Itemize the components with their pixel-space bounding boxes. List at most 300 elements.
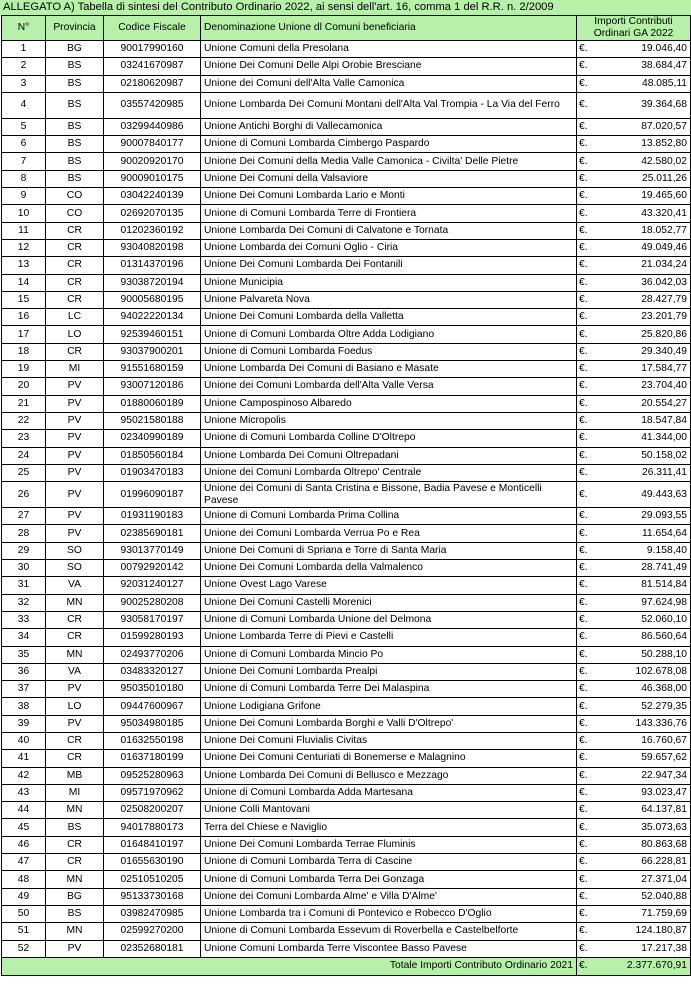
row-codice-fiscale: 02692070135 (104, 205, 201, 222)
row-provincia: PV (46, 430, 104, 447)
row-currency: €. (577, 309, 597, 326)
row-amount: 49.049,46 (597, 239, 691, 256)
table-row (2, 118, 691, 135)
row-number: 34 (2, 629, 46, 646)
row-amount: 20.554,27 (597, 395, 691, 412)
row-denominazione: Unione Lombarda Terre di Pievi e Castelli (201, 629, 577, 646)
row-amount: 11.654,64 (597, 525, 691, 542)
table-row (2, 343, 691, 360)
row-denominazione: Unione Comuni Lombarda Terre Viscontee Basso Pavese (201, 940, 577, 957)
row-currency: €. (577, 41, 597, 58)
row-amount: 86.560,64 (597, 629, 691, 646)
total-amount: 2.377.670,91 (597, 957, 691, 975)
row-currency: €. (577, 594, 597, 611)
row-provincia: CO (46, 205, 104, 222)
row-currency: €. (577, 611, 597, 628)
row-number: 17 (2, 326, 46, 343)
row-denominazione: Unione di Comuni Lombarda Foedus (201, 343, 577, 360)
row-denominazione: Unione dei Comuni di Santa Cristina e Bissone, Badia Pavese e Monticelli Pavese (201, 482, 577, 508)
row-currency: €. (577, 291, 597, 308)
row-codice-fiscale: 01903470183 (104, 464, 201, 481)
row-currency: €. (577, 750, 597, 767)
row-provincia: BS (46, 819, 104, 836)
row-codice-fiscale: 93007120186 (104, 378, 201, 395)
row-provincia: PV (46, 525, 104, 542)
row-codice-fiscale: 93040820198 (104, 239, 201, 256)
row-codice-fiscale: 93058170197 (104, 611, 201, 628)
row-number: 33 (2, 611, 46, 628)
row-provincia: PV (46, 482, 104, 508)
table-row (2, 361, 691, 378)
row-number: 20 (2, 378, 46, 395)
table-row (2, 274, 691, 291)
row-amount: 9.158,40 (597, 542, 691, 559)
row-denominazione: Unione Dei Comuni della Valsaviore (201, 170, 577, 187)
table-row (2, 698, 691, 715)
row-provincia: SO (46, 542, 104, 559)
row-provincia: BG (46, 41, 104, 58)
row-provincia: PV (46, 508, 104, 525)
row-codice-fiscale: 03557420985 (104, 92, 201, 118)
row-provincia: LC (46, 309, 104, 326)
row-currency: €. (577, 136, 597, 153)
row-currency: €. (577, 188, 597, 205)
row-number: 28 (2, 525, 46, 542)
table-row (2, 767, 691, 784)
row-currency: €. (577, 378, 597, 395)
row-denominazione: Unione Dei Comuni Lombarda della Valmalenco (201, 560, 577, 577)
row-currency: €. (577, 905, 597, 922)
row-number: 43 (2, 784, 46, 801)
row-amount: 28.427,79 (597, 291, 691, 308)
row-amount: 18.547,84 (597, 412, 691, 429)
row-currency: €. (577, 326, 597, 343)
row-denominazione: Unione Dei Comuni di Spriana e Torre di Santa Maria (201, 542, 577, 559)
table-header-row (2, 16, 691, 41)
row-denominazione: Unione Lombarda Dei Comuni di Basiano e Masate (201, 361, 577, 378)
row-number: 45 (2, 819, 46, 836)
row-amount: 29.093,55 (597, 508, 691, 525)
table-row (2, 482, 691, 508)
row-amount: 97.624,98 (597, 594, 691, 611)
row-codice-fiscale: 01880060189 (104, 395, 201, 412)
row-codice-fiscale: 94017880173 (104, 819, 201, 836)
row-provincia: VA (46, 663, 104, 680)
row-amount: 52.060,10 (597, 611, 691, 628)
row-provincia: VA (46, 577, 104, 594)
row-amount: 80.863,68 (597, 836, 691, 853)
row-provincia: CR (46, 274, 104, 291)
row-provincia: CR (46, 629, 104, 646)
row-denominazione: Unione di Comuni Lombarda Mincio Po (201, 646, 577, 663)
row-denominazione: Unione dei Comuni dell'Alta Valle Camonica (201, 75, 577, 92)
row-currency: €. (577, 784, 597, 801)
row-provincia: MN (46, 923, 104, 940)
table-row (2, 560, 691, 577)
row-amount: 87.020,57 (597, 118, 691, 135)
row-number: 9 (2, 188, 46, 205)
row-provincia: CR (46, 239, 104, 256)
row-number: 35 (2, 646, 46, 663)
row-provincia: LO (46, 326, 104, 343)
table-row (2, 542, 691, 559)
row-currency: €. (577, 430, 597, 447)
table-row (2, 802, 691, 819)
row-denominazione: Unione Ovest Lago Varese (201, 577, 577, 594)
row-codice-fiscale: 92539460151 (104, 326, 201, 343)
row-number: 51 (2, 923, 46, 940)
row-denominazione: Unione Lombarda Dei Comuni di Calvatone e Tornata (201, 222, 577, 239)
row-amount: 66.228,81 (597, 854, 691, 871)
row-amount: 43.320,41 (597, 205, 691, 222)
row-amount: 46.368,00 (597, 681, 691, 698)
row-currency: €. (577, 560, 597, 577)
row-provincia: MN (46, 646, 104, 663)
row-amount: 26.311,41 (597, 464, 691, 481)
row-amount: 19.465,60 (597, 188, 691, 205)
table-row (2, 188, 691, 205)
row-codice-fiscale: 01648410197 (104, 836, 201, 853)
row-codice-fiscale: 03042240139 (104, 188, 201, 205)
row-amount: 23.201,79 (597, 309, 691, 326)
document-title: ALLEGATO A) Tabella di sintesi del Contributo Ordinario 2022, ai sensi dell'art. 16, comma 1 del R.R. n. 2/2009 (0, 0, 691, 15)
row-codice-fiscale: 95133730168 (104, 888, 201, 905)
row-amount: 17.584,77 (597, 361, 691, 378)
row-number: 10 (2, 205, 46, 222)
table-row (2, 41, 691, 58)
row-currency: €. (577, 395, 597, 412)
row-currency: €. (577, 663, 597, 680)
row-codice-fiscale: 02385690181 (104, 525, 201, 542)
row-amount: 64.137,81 (597, 802, 691, 819)
row-amount: 38.684,47 (597, 58, 691, 75)
row-amount: 93.023,47 (597, 784, 691, 801)
row-currency: €. (577, 170, 597, 187)
table-row (2, 577, 691, 594)
row-amount: 42.580,02 (597, 153, 691, 170)
row-provincia: MI (46, 361, 104, 378)
table-row (2, 58, 691, 75)
row-number: 37 (2, 681, 46, 698)
row-number: 12 (2, 239, 46, 256)
row-number: 24 (2, 447, 46, 464)
row-currency: €. (577, 343, 597, 360)
header-number: N° (2, 16, 46, 41)
row-amount: 143.336,76 (597, 715, 691, 732)
row-provincia: PV (46, 378, 104, 395)
table-row (2, 309, 691, 326)
row-denominazione: Unione Dei Comuni Delle Alpi Orobie Bresciane (201, 58, 577, 75)
row-codice-fiscale: 02508200207 (104, 802, 201, 819)
table-row (2, 205, 691, 222)
row-number: 52 (2, 940, 46, 957)
row-number: 49 (2, 888, 46, 905)
table-row (2, 629, 691, 646)
table-row (2, 430, 691, 447)
row-denominazione: Unione Dei Comuni della Media Valle Camonica - Civilta' Delle Pietre (201, 153, 577, 170)
table-row (2, 646, 691, 663)
row-codice-fiscale: 01996090187 (104, 482, 201, 508)
row-currency: €. (577, 464, 597, 481)
row-denominazione: Unione di Comuni Lombarda Prima Collina (201, 508, 577, 525)
row-currency: €. (577, 836, 597, 853)
row-number: 16 (2, 309, 46, 326)
row-denominazione: Unione Lombarda tra i Comuni di Pontevico e Robecco D'Oglio (201, 905, 577, 922)
row-number: 29 (2, 542, 46, 559)
row-currency: €. (577, 153, 597, 170)
row-number: 5 (2, 118, 46, 135)
row-provincia: CR (46, 222, 104, 239)
row-currency: €. (577, 732, 597, 749)
row-provincia: BG (46, 888, 104, 905)
row-provincia: PV (46, 715, 104, 732)
row-denominazione: Unione Comuni della Presolana (201, 41, 577, 58)
row-number: 44 (2, 802, 46, 819)
row-amount: 39.364,68 (597, 92, 691, 118)
row-number: 3 (2, 75, 46, 92)
row-denominazione: Unione Dei Comuni Lombarda Lario e Monti (201, 188, 577, 205)
row-currency: €. (577, 274, 597, 291)
row-codice-fiscale: 09525280963 (104, 767, 201, 784)
row-currency: €. (577, 854, 597, 871)
table-row (2, 291, 691, 308)
table-row (2, 326, 691, 343)
row-currency: €. (577, 940, 597, 957)
row-amount: 25.011,26 (597, 170, 691, 187)
header-importi: Importi Contributi Ordinari GA 2022 (577, 16, 691, 41)
row-denominazione: Unione di Comuni Lombarda Cimbergo Paspardo (201, 136, 577, 153)
row-codice-fiscale: 90005680195 (104, 291, 201, 308)
row-codice-fiscale: 03982470985 (104, 905, 201, 922)
table-row (2, 888, 691, 905)
row-amount: 52.040,88 (597, 888, 691, 905)
row-number: 40 (2, 732, 46, 749)
total-row (2, 957, 691, 975)
table-row (2, 854, 691, 871)
table-row (2, 222, 691, 239)
row-codice-fiscale: 95035010180 (104, 681, 201, 698)
row-number: 30 (2, 560, 46, 577)
row-amount: 18.052,77 (597, 222, 691, 239)
row-number: 41 (2, 750, 46, 767)
row-provincia: PV (46, 464, 104, 481)
row-codice-fiscale: 09447600967 (104, 698, 201, 715)
row-provincia: MN (46, 594, 104, 611)
row-codice-fiscale: 00792920142 (104, 560, 201, 577)
row-currency: €. (577, 698, 597, 715)
row-currency: €. (577, 447, 597, 464)
row-number: 2 (2, 58, 46, 75)
row-codice-fiscale: 90007840177 (104, 136, 201, 153)
row-denominazione: Unione di Comuni Lombarda Essevum di Roverbella e Castelbelforte (201, 923, 577, 940)
row-codice-fiscale: 90020920170 (104, 153, 201, 170)
row-denominazione: Unione Lombarda dei Comuni Oglio - Ciria (201, 239, 577, 256)
row-currency: €. (577, 239, 597, 256)
row-denominazione: Unione Dei Comuni Lombarda Borghi e Valli D'Oltrepo' (201, 715, 577, 732)
total-label: Totale Importi Contributo Ordinario 2021 (2, 957, 577, 975)
row-denominazione: Unione dei Comuni Lombarda Alme' e Villa D'Alme' (201, 888, 577, 905)
row-provincia: BS (46, 136, 104, 153)
row-currency: €. (577, 871, 597, 888)
row-currency: €. (577, 361, 597, 378)
row-amount: 50.158,02 (597, 447, 691, 464)
row-denominazione: Unione Dei Comuni Castelli Morenici (201, 594, 577, 611)
row-provincia: CR (46, 291, 104, 308)
row-denominazione: Unione dei Comuni Lombarda dell'Alta Valle Versa (201, 378, 577, 395)
total-currency: €. (577, 957, 597, 975)
row-amount: 28.741,49 (597, 560, 691, 577)
row-number: 4 (2, 92, 46, 118)
row-provincia: CR (46, 836, 104, 853)
row-codice-fiscale: 03241670987 (104, 58, 201, 75)
table-row (2, 447, 691, 464)
row-amount: 49.443,63 (597, 482, 691, 508)
row-number: 8 (2, 170, 46, 187)
row-codice-fiscale: 91551680159 (104, 361, 201, 378)
row-currency: €. (577, 646, 597, 663)
table-row (2, 611, 691, 628)
table-row (2, 732, 691, 749)
row-codice-fiscale: 95034980185 (104, 715, 201, 732)
row-provincia: PV (46, 940, 104, 957)
row-provincia: PV (46, 395, 104, 412)
table-row (2, 378, 691, 395)
row-currency: €. (577, 482, 597, 508)
row-codice-fiscale: 94022220134 (104, 309, 201, 326)
row-provincia: BS (46, 75, 104, 92)
table-row (2, 136, 691, 153)
row-amount: 16.760,67 (597, 732, 691, 749)
row-number: 38 (2, 698, 46, 715)
row-amount: 71.759,69 (597, 905, 691, 922)
row-amount: 13.852,80 (597, 136, 691, 153)
row-amount: 50.288,10 (597, 646, 691, 663)
row-codice-fiscale: 95021580188 (104, 412, 201, 429)
row-number: 7 (2, 153, 46, 170)
row-number: 22 (2, 412, 46, 429)
row-codice-fiscale: 01599280193 (104, 629, 201, 646)
row-provincia: SO (46, 560, 104, 577)
row-denominazione: Unione Colli Mantovani (201, 802, 577, 819)
row-number: 27 (2, 508, 46, 525)
row-number: 31 (2, 577, 46, 594)
table-row (2, 508, 691, 525)
row-currency: €. (577, 508, 597, 525)
row-amount: 59.657,62 (597, 750, 691, 767)
row-amount: 27.371,04 (597, 871, 691, 888)
row-amount: 81.514,84 (597, 577, 691, 594)
row-denominazione: Unione Lombarda Dei Comuni di Bellusco e Mezzago (201, 767, 577, 784)
row-provincia: CR (46, 854, 104, 871)
row-provincia: CR (46, 732, 104, 749)
row-codice-fiscale: 02352680181 (104, 940, 201, 957)
row-amount: 22.947,34 (597, 767, 691, 784)
row-denominazione: Unione dei Comuni Lombarda Verrua Po e Rea (201, 525, 577, 542)
row-provincia: BS (46, 58, 104, 75)
row-provincia: CR (46, 343, 104, 360)
row-amount: 29.340,49 (597, 343, 691, 360)
row-codice-fiscale: 02599270200 (104, 923, 201, 940)
row-denominazione: Unione Lombarda Dei Comuni Oltrepadani (201, 447, 577, 464)
row-amount: 48.085,11 (597, 75, 691, 92)
row-currency: €. (577, 222, 597, 239)
table-row (2, 784, 691, 801)
row-codice-fiscale: 03483320127 (104, 663, 201, 680)
row-number: 14 (2, 274, 46, 291)
table-row (2, 239, 691, 256)
row-codice-fiscale: 02493770206 (104, 646, 201, 663)
row-denominazione: Unione dei Comuni Lombarda Oltrepo' Centrale (201, 464, 577, 481)
table-row (2, 412, 691, 429)
row-number: 47 (2, 854, 46, 871)
row-denominazione: Unione di Comuni Lombarda Adda Martesana (201, 784, 577, 801)
row-codice-fiscale: 01637180199 (104, 750, 201, 767)
row-provincia: CO (46, 188, 104, 205)
table-row (2, 715, 691, 732)
row-denominazione: Unione Lombarda Dei Comuni Montani dell'Alta Val Trompia - La Via del Ferro (201, 92, 577, 118)
row-currency: €. (577, 888, 597, 905)
row-denominazione: Unione di Comuni Lombarda Terre Dei Malaspina (201, 681, 577, 698)
row-currency: €. (577, 58, 597, 75)
row-amount: 19.046,40 (597, 41, 691, 58)
row-number: 13 (2, 257, 46, 274)
row-number: 18 (2, 343, 46, 360)
row-denominazione: Unione di Comuni Lombarda Unione del Delmona (201, 611, 577, 628)
row-number: 1 (2, 41, 46, 58)
row-currency: €. (577, 257, 597, 274)
table-row (2, 170, 691, 187)
row-denominazione: Unione Dei Comuni Lombarda Terrae Fluminis (201, 836, 577, 853)
row-provincia: CR (46, 257, 104, 274)
table-row (2, 905, 691, 922)
row-codice-fiscale: 01931190183 (104, 508, 201, 525)
row-currency: €. (577, 715, 597, 732)
row-currency: €. (577, 75, 597, 92)
row-denominazione: Unione di Comuni Lombarda Oltre Adda Lodigiano (201, 326, 577, 343)
row-amount: 124.180,87 (597, 923, 691, 940)
row-currency: €. (577, 542, 597, 559)
row-provincia: LO (46, 698, 104, 715)
row-currency: €. (577, 923, 597, 940)
row-currency: €. (577, 767, 597, 784)
row-currency: €. (577, 802, 597, 819)
row-currency: €. (577, 819, 597, 836)
row-number: 48 (2, 871, 46, 888)
row-number: 6 (2, 136, 46, 153)
row-provincia: MB (46, 767, 104, 784)
row-number: 15 (2, 291, 46, 308)
row-codice-fiscale: 01314370196 (104, 257, 201, 274)
row-denominazione: Unione Municipia (201, 274, 577, 291)
row-amount: 102.678,08 (597, 663, 691, 680)
row-amount: 25.820,86 (597, 326, 691, 343)
row-codice-fiscale: 01850560184 (104, 447, 201, 464)
row-amount: 52.279,35 (597, 698, 691, 715)
row-codice-fiscale: 90017990160 (104, 41, 201, 58)
row-number: 36 (2, 663, 46, 680)
row-provincia: MN (46, 802, 104, 819)
row-currency: €. (577, 205, 597, 222)
row-provincia: PV (46, 447, 104, 464)
row-provincia: PV (46, 681, 104, 698)
table-row (2, 871, 691, 888)
row-provincia: BS (46, 118, 104, 135)
row-amount: 35.073,63 (597, 819, 691, 836)
row-provincia: MI (46, 784, 104, 801)
row-denominazione: Unione Micropolis (201, 412, 577, 429)
contributions-table (1, 15, 691, 976)
table-row (2, 681, 691, 698)
